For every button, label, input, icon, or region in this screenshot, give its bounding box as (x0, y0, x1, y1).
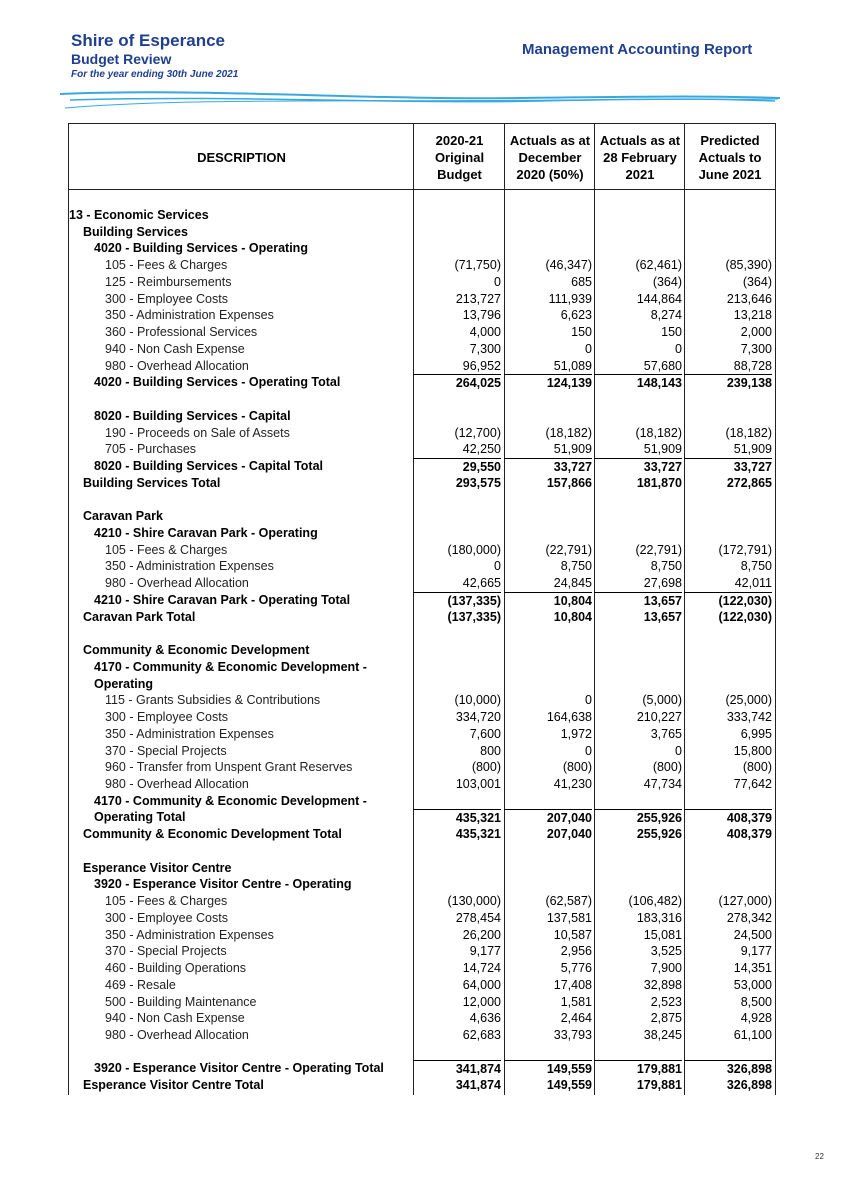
predicted-actuals-cell: 213,646 (726, 291, 772, 306)
predicted-actuals-cell: 51,909 (733, 442, 772, 457)
budget-review-table (68, 123, 776, 1095)
predicted-actuals-cell: (127,000) (718, 894, 772, 909)
predicted-actuals-cell: 8,750 (740, 559, 772, 574)
original-budget-cell: 341,874 (413, 1060, 501, 1078)
original-budget-cell: (800) (471, 760, 501, 775)
original-budget-cell: 64,000 (462, 977, 501, 992)
row-description: 4210 - Shire Caravan Park - Operating Total (94, 592, 351, 607)
row-description: 350 - Administration Expenses (105, 308, 274, 323)
table-row (68, 558, 776, 575)
row-description: 8020 - Building Services - Capital Total (94, 459, 323, 474)
column-header-original-budget-label: 2020-21 Original Budget (434, 133, 485, 182)
predicted-actuals-cell: 24,500 (733, 927, 772, 942)
actuals-december-cell: 111,939 (548, 291, 592, 306)
row-description: 105 - Fees & Charges (105, 542, 228, 557)
table-row (68, 625, 776, 642)
actuals-february-cell: 255,926 (636, 827, 682, 842)
table-row (68, 809, 776, 826)
table-row (68, 994, 776, 1011)
actuals-december-cell: 33,727 (504, 458, 592, 476)
original-budget-cell: 9,177 (469, 944, 501, 959)
table-row (68, 491, 776, 508)
original-budget-cell: 4,636 (469, 1011, 501, 1026)
table-row (68, 240, 776, 257)
table-row (68, 408, 776, 425)
predicted-actuals-cell: 61,100 (733, 1027, 772, 1042)
column-header-actuals-december-label: Actuals as at December 2020 (50%) (509, 133, 591, 182)
predicted-actuals-cell: 333,742 (726, 710, 772, 725)
row-description: Caravan Park (83, 509, 163, 524)
table-row (68, 910, 776, 927)
table-row (68, 575, 776, 592)
original-budget-cell: (12,700) (454, 425, 501, 440)
actuals-december-cell: 6,623 (560, 308, 592, 323)
table-row (68, 224, 776, 241)
actuals-december-cell: 1,972 (560, 726, 592, 741)
actuals-february-cell: 179,881 (594, 1060, 682, 1078)
actuals-february-cell: 0 (675, 743, 682, 758)
actuals-february-cell: 38,245 (643, 1027, 682, 1042)
row-description: 980 - Overhead Allocation (105, 358, 249, 373)
actuals-december-cell: 0 (585, 743, 592, 758)
table-row (68, 860, 776, 877)
original-budget-cell: 62,683 (462, 1027, 501, 1042)
actuals-february-cell: 13,657 (643, 609, 682, 624)
actuals-february-cell: 0 (675, 341, 682, 356)
predicted-actuals-cell: (25,000) (725, 693, 772, 708)
table-row (68, 692, 776, 709)
actuals-february-cell: 32,898 (643, 977, 682, 992)
row-description: 4170 - Community & Economic Development - (94, 793, 367, 808)
table-row (68, 374, 776, 391)
actuals-february-cell: (364) (652, 274, 682, 289)
reporting-period: For the year ending 30th June 2021 (71, 69, 239, 80)
row-description: 125 - Reimbursements (105, 274, 232, 289)
actuals-february-cell: 2,523 (650, 994, 682, 1009)
actuals-december-cell: 17,408 (553, 977, 592, 992)
actuals-december-cell: 2,464 (560, 1011, 592, 1026)
row-description: Building Services (83, 224, 188, 239)
actuals-december-cell: 157,866 (546, 475, 592, 490)
row-description: 300 - Employee Costs (105, 710, 228, 725)
table-row (68, 826, 776, 843)
actuals-february-cell: 27,698 (643, 576, 682, 591)
column-header-actuals-february (595, 124, 685, 191)
actuals-february-cell: (62,461) (635, 258, 682, 273)
original-budget-cell: 12,000 (462, 994, 501, 1009)
table-row (68, 307, 776, 324)
original-budget-cell: 435,321 (455, 827, 501, 842)
document-header (71, 31, 238, 82)
table-row (68, 709, 776, 726)
predicted-actuals-cell: 278,342 (726, 910, 772, 925)
predicted-actuals-cell: (364) (742, 274, 772, 289)
actuals-february-cell: 51,909 (643, 442, 682, 457)
table-row (68, 743, 776, 760)
predicted-actuals-cell: (800) (742, 760, 772, 775)
table-row (68, 642, 776, 659)
row-description: 370 - Special Projects (105, 743, 227, 758)
original-budget-cell: 29,550 (413, 458, 501, 476)
actuals-february-cell: 210,227 (636, 710, 682, 725)
actuals-february-cell: 183,316 (636, 910, 682, 925)
row-description: 705 - Purchases (105, 442, 197, 457)
original-budget-cell: (71,750) (454, 258, 501, 273)
table-row (68, 1027, 776, 1044)
table-row (68, 676, 776, 693)
actuals-december-cell: 149,559 (504, 1060, 592, 1078)
actuals-december-cell: (22,791) (545, 542, 592, 557)
actuals-december-cell: (800) (562, 760, 592, 775)
predicted-actuals-cell: (18,182) (725, 425, 772, 440)
actuals-february-cell: (5,000) (642, 693, 682, 708)
table-row (68, 508, 776, 525)
actuals-december-cell: (46,347) (545, 258, 592, 273)
row-description: 500 - Building Maintenance (105, 994, 257, 1009)
row-description: 4210 - Shire Caravan Park - Operating (94, 525, 318, 540)
predicted-actuals-cell: 272,865 (726, 475, 772, 490)
actuals-december-cell: 1,581 (560, 994, 592, 1009)
original-budget-cell: 13,796 (462, 308, 501, 323)
row-description: 940 - Non Cash Expense (105, 1011, 245, 1026)
actuals-february-cell: 7,900 (650, 961, 682, 976)
row-description: 980 - Overhead Allocation (105, 576, 249, 591)
table-row (68, 960, 776, 977)
table-row (68, 659, 776, 676)
actuals-december-cell: 207,040 (504, 809, 592, 827)
predicted-actuals-cell: 239,138 (684, 374, 772, 392)
column-header-predicted-actuals-label: Predicted Actuals to June 2021 (698, 133, 762, 182)
row-description: 8020 - Building Services - Capital (94, 408, 291, 423)
actuals-february-cell: 13,657 (594, 592, 682, 610)
header-wave-decoration (60, 86, 780, 116)
actuals-february-cell: (800) (652, 760, 682, 775)
original-budget-cell: 293,575 (455, 475, 501, 490)
row-description: 4020 - Building Services - Operating Total (94, 375, 341, 390)
table-row (68, 927, 776, 944)
original-budget-cell: (10,000) (454, 693, 501, 708)
table-row (68, 425, 776, 442)
predicted-actuals-cell: 326,898 (684, 1060, 772, 1078)
original-budget-cell: 278,454 (455, 910, 501, 925)
predicted-actuals-cell: 7,300 (740, 341, 772, 356)
column-header-actuals-december (505, 124, 595, 191)
predicted-actuals-cell: 14,351 (733, 961, 772, 976)
row-description: 105 - Fees & Charges (105, 258, 228, 273)
row-description: 4170 - Community & Economic Development - (94, 659, 367, 674)
row-description: 350 - Administration Expenses (105, 927, 274, 942)
row-description: Esperance Visitor Centre (83, 860, 232, 875)
predicted-actuals-cell: (122,030) (718, 609, 772, 624)
table-row (68, 257, 776, 274)
actuals-february-cell: 148,143 (594, 374, 682, 392)
original-budget-cell: 800 (480, 743, 501, 758)
original-budget-cell: 7,300 (469, 341, 501, 356)
actuals-december-cell: 150 (571, 325, 592, 340)
predicted-actuals-cell: 53,000 (733, 977, 772, 992)
table-row (68, 274, 776, 291)
row-description: 115 - Grants Subsidies & Contributions (105, 693, 321, 708)
column-header-predicted-actuals (685, 124, 775, 191)
table-row (68, 1077, 776, 1094)
original-budget-cell: 334,720 (455, 710, 501, 725)
row-description: 3920 - Esperance Visitor Centre - Operating Total (94, 1061, 384, 1076)
row-description: Esperance Visitor Centre Total (83, 1078, 264, 1093)
table-row (68, 358, 776, 375)
actuals-february-cell: (18,182) (635, 425, 682, 440)
original-budget-cell: 42,665 (462, 576, 501, 591)
predicted-actuals-cell: (85,390) (725, 258, 772, 273)
original-budget-cell: (130,000) (447, 894, 501, 909)
row-description: Operating Total (94, 810, 186, 825)
table-row (68, 441, 776, 458)
row-description: 13 - Economic Services (69, 208, 209, 222)
table-row (68, 793, 776, 810)
actuals-february-cell: (106,482) (628, 894, 682, 909)
actuals-february-cell: 2,875 (650, 1011, 682, 1026)
predicted-actuals-cell: 42,011 (734, 576, 772, 591)
actuals-december-cell: 149,559 (546, 1078, 592, 1093)
actuals-december-cell: 8,750 (560, 559, 592, 574)
actuals-december-cell: 0 (585, 693, 592, 708)
actuals-february-cell: 3,525 (650, 944, 682, 959)
table-row (68, 391, 776, 408)
table-row (68, 876, 776, 893)
table-row (68, 475, 776, 492)
actuals-february-cell: 47,734 (643, 776, 682, 791)
original-budget-cell: 0 (494, 274, 501, 289)
row-description: 370 - Special Projects (105, 944, 227, 959)
actuals-december-cell: 207,040 (546, 827, 592, 842)
table-row (68, 776, 776, 793)
predicted-actuals-cell: 15,800 (733, 743, 772, 758)
row-description: 300 - Employee Costs (105, 291, 228, 306)
actuals-december-cell: 137,581 (546, 910, 592, 925)
original-budget-cell: (137,335) (413, 592, 501, 610)
table-row (68, 759, 776, 776)
predicted-actuals-cell: 8,500 (740, 994, 772, 1009)
row-description: 980 - Overhead Allocation (105, 1027, 249, 1042)
row-description: 360 - Professional Services (105, 325, 258, 340)
row-description: 190 - Proceeds on Sale of Assets (105, 425, 290, 440)
actuals-february-cell: 15,081 (643, 927, 682, 942)
actuals-december-cell: 5,776 (560, 961, 592, 976)
original-budget-cell: 264,025 (413, 374, 501, 392)
row-description: 460 - Building Operations (105, 961, 247, 976)
original-budget-cell: 4,000 (469, 325, 501, 340)
column-header-description: DESCRIPTION (197, 150, 286, 165)
actuals-december-cell: 51,909 (553, 442, 592, 457)
actuals-december-cell: (62,587) (545, 894, 592, 909)
predicted-actuals-cell: 9,177 (740, 944, 772, 959)
predicted-actuals-cell: 6,995 (740, 726, 772, 741)
row-description: 960 - Transfer from Unspent Grant Reserves (105, 760, 353, 775)
predicted-actuals-cell: (122,030) (684, 592, 772, 610)
actuals-december-cell: 51,089 (553, 358, 592, 373)
original-budget-cell: 341,874 (455, 1078, 501, 1093)
table-row (68, 525, 776, 542)
row-description: Community & Economic Development (83, 643, 310, 658)
actuals-december-cell: 10,587 (553, 927, 592, 942)
actuals-february-cell: 8,750 (650, 559, 682, 574)
predicted-actuals-cell: 33,727 (684, 458, 772, 476)
original-budget-cell: (180,000) (447, 542, 501, 557)
original-budget-cell: 96,952 (462, 358, 501, 373)
actuals-february-cell: 150 (661, 325, 682, 340)
table-row (68, 726, 776, 743)
row-description: 469 - Resale (105, 977, 176, 992)
table-row (68, 943, 776, 960)
predicted-actuals-cell: 4,928 (740, 1011, 772, 1026)
original-budget-cell: 213,727 (455, 291, 501, 306)
row-description: Operating (94, 676, 154, 691)
original-budget-cell: 26,200 (462, 927, 501, 942)
actuals-december-cell: 0 (585, 341, 592, 356)
original-budget-cell: (137,335) (447, 609, 501, 624)
table-row (68, 1060, 776, 1077)
actuals-december-cell: 2,956 (560, 944, 592, 959)
row-description: 105 - Fees & Charges (105, 894, 228, 909)
table-row (68, 458, 776, 475)
actuals-december-cell: 41,230 (553, 776, 592, 791)
original-budget-cell: 7,600 (469, 726, 501, 741)
predicted-actuals-cell: 408,379 (726, 827, 772, 842)
actuals-february-cell: 179,881 (636, 1078, 682, 1093)
table-row (68, 977, 776, 994)
predicted-actuals-cell: 326,898 (726, 1078, 772, 1093)
row-description: 4020 - Building Services - Operating (94, 241, 308, 256)
table-row (68, 893, 776, 910)
actuals-february-cell: (22,791) (635, 542, 682, 557)
row-description: 300 - Employee Costs (105, 910, 228, 925)
actuals-december-cell: 10,804 (553, 609, 592, 624)
table-row (68, 843, 776, 860)
row-description: Caravan Park Total (83, 609, 196, 624)
row-description: 350 - Administration Expenses (105, 559, 274, 574)
actuals-december-cell: 33,793 (553, 1027, 592, 1042)
predicted-actuals-cell: 77,642 (733, 776, 772, 791)
predicted-actuals-cell: 408,379 (684, 809, 772, 827)
actuals-february-cell: 3,765 (650, 726, 682, 741)
original-budget-cell: 42,250 (462, 442, 501, 457)
actuals-february-cell: 144,864 (636, 291, 682, 306)
table-row (68, 341, 776, 358)
table-body (68, 207, 776, 1094)
table-row (68, 207, 776, 224)
actuals-december-cell: 24,845 (553, 576, 592, 591)
table-row (68, 1044, 776, 1061)
column-header-actuals-february-label: Actuals as at 28 February 2021 (599, 133, 681, 182)
original-budget-cell: 103,001 (455, 776, 501, 791)
actuals-february-cell: 255,926 (594, 809, 682, 827)
table-header (68, 123, 776, 190)
table-row (68, 1010, 776, 1027)
row-description: 350 - Administration Expenses (105, 726, 274, 741)
table-row (68, 291, 776, 308)
row-description: 980 - Overhead Allocation (105, 776, 249, 791)
predicted-actuals-cell: 88,728 (733, 358, 772, 373)
actuals-december-cell: 10,804 (504, 592, 592, 610)
row-description: 3920 - Esperance Visitor Centre - Operating (94, 877, 352, 892)
predicted-actuals-cell: 2,000 (740, 325, 772, 340)
actuals-february-cell: 8,274 (650, 308, 682, 323)
table-row (68, 592, 776, 609)
actuals-december-cell: 124,139 (504, 374, 592, 392)
original-budget-cell: 0 (494, 559, 501, 574)
organisation-name: Shire of Esperance (71, 31, 226, 50)
row-description: Building Services Total (83, 475, 221, 490)
table-row (68, 609, 776, 626)
actuals-february-cell: 57,680 (643, 358, 682, 373)
original-budget-cell: 14,724 (462, 961, 501, 976)
actuals-february-cell: 181,870 (636, 475, 682, 490)
predicted-actuals-cell: (172,791) (718, 542, 772, 557)
table-row (68, 542, 776, 559)
table-row (68, 324, 776, 341)
actuals-december-cell: (18,182) (545, 425, 592, 440)
original-budget-cell: 435,321 (413, 809, 501, 827)
page-number: 22 (815, 1152, 824, 1161)
actuals-february-cell: 33,727 (594, 458, 682, 476)
report-title: Management Accounting Report (522, 41, 753, 58)
row-description: 940 - Non Cash Expense (105, 341, 245, 356)
actuals-december-cell: 685 (571, 274, 592, 289)
predicted-actuals-cell: 13,218 (733, 308, 772, 323)
document-subtitle: Budget Review (71, 51, 172, 67)
actuals-december-cell: 164,638 (546, 710, 592, 725)
row-description: Community & Economic Development Total (83, 827, 342, 842)
column-header-original-budget (414, 124, 505, 191)
